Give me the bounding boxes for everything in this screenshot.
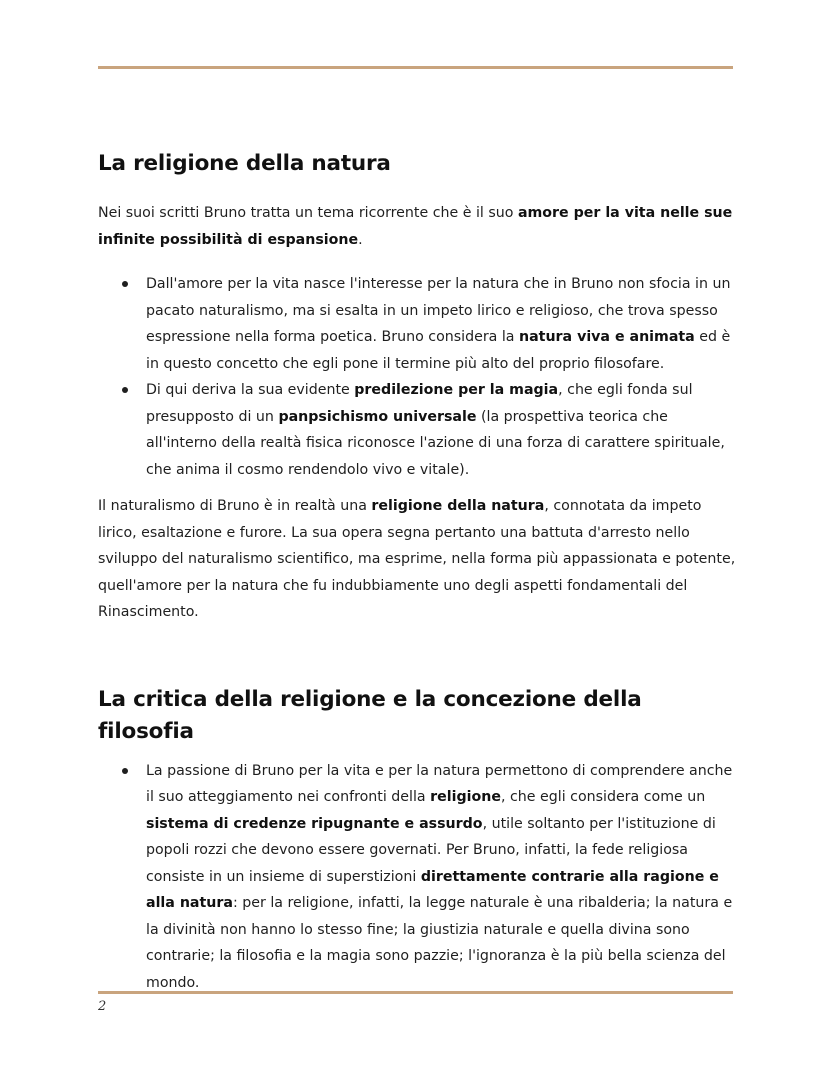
list-item: Dall'amore per la vita nasce l'interesse per la natura che in Bruno non sfocia in un pacato naturalismo, ma si esalta in un impeto lirico e religioso, che trova spesso espressione nella forma poetica. Bruno considera la natura viva e animata ed è in questo concetto che egli pone il termine più alto del proprio filosofare. — [98, 271, 738, 377]
bullet-icon — [122, 387, 128, 393]
bullet-icon — [122, 281, 128, 287]
intro-paragraph: Nei suoi scritti Bruno tratta un tema ricorrente che è il suo amore per la vita nelle sue infinite possibilità di espansione. — [98, 205, 733, 248]
closing-paragraph: Il naturalismo di Bruno è in realtà una religione della natura, connotata da impeto lirico, esaltazione e furore. La sua opera segna pertanto una battuta d'arresto nello sviluppo del naturalismo scientifico, ma esprime, nella forma più appassionata e potente, quell'amore per la natura che fu indubbiamente uno degli aspetti fondamentali del Rinascimento. — [98, 498, 736, 620]
list-item: La passione di Bruno per la vita e per la natura permettono di comprendere anche il suo atteggiamento nei confronti della religione, che egli considera come un sistema di credenze ripugnante e assurdo, utile soltanto per l'istituzione di popoli rozzi che devono essere governati. Per Bruno, infatti, la fede religiosa consiste in un insieme di superstizioni direttamente contrarie alla ragione e alla natura: per la religione, infatti, la legge naturale è una ribalderia; la natura e la divinità non hanno lo stesso fine; la giustizia naturale e quella divina sono contrarie; la filosofia e la magia sono pazzie; l'ignoranza è la più bella scienza del mondo. — [98, 758, 738, 997]
section-title: La critica della religione e la concezione della filosofia — [98, 686, 642, 744]
bullet-list — [98, 758, 738, 997]
bullet-list — [98, 271, 738, 483]
page-number: 2 — [98, 999, 107, 1014]
page-content — [98, 148, 738, 996]
list-item: Di qui deriva la sua evidente predilezione per la magia, che egli fonda sul presupposto di un panpsichismo universale (la prospettiva teorica che all'interno della realtà fisica riconosce l'azione di una forza di carattere spirituale, che anima il cosmo rendendolo vivo e vitale). — [98, 377, 738, 483]
section-title: La religione della natura — [98, 151, 391, 176]
footer-divider — [98, 991, 733, 994]
bullet-icon — [122, 768, 128, 774]
header-divider — [98, 66, 733, 69]
